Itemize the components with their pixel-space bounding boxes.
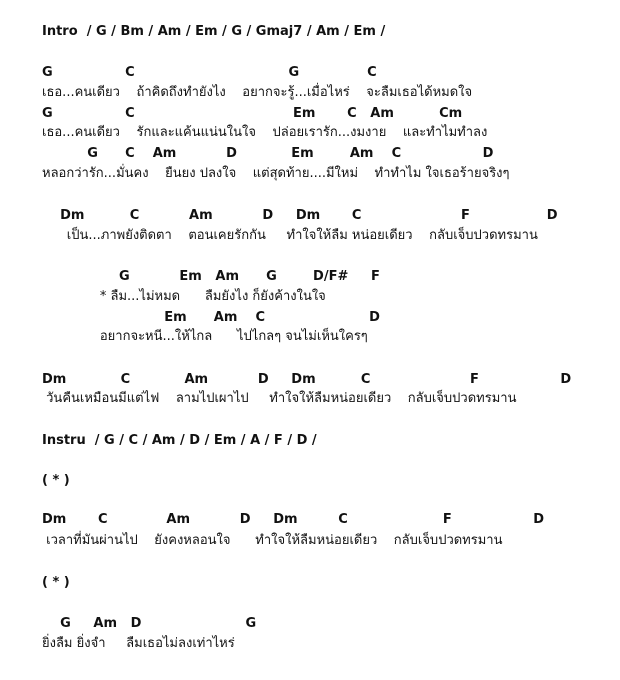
verse3-chords: Dm C Am D Dm C F D bbox=[42, 512, 544, 527]
instru-chords: Instru / G / C / Am / D / Em / A / F / D / bbox=[42, 433, 317, 448]
verse1-lyrics-1: เธอ...คนเดียว ถ้าคิดถึงทำยังไง อยากจะรู้...เมื่อไหร่ จะลืมเธอได้หมดใจ bbox=[42, 85, 473, 100]
chorus-repeat-2: ( * ) bbox=[42, 575, 70, 590]
outro-chords: G Am D G bbox=[42, 616, 257, 631]
verse1-chords-1: G C G C bbox=[42, 65, 377, 80]
verse2-lyrics: วันคืนเหมือนมีแต่ไฟ ลามไปเผาไป ทำใจให้ลืมหน่อยเดียว กลับเจ็บปวดทรมาน bbox=[42, 391, 517, 406]
chorus-repeat-1: ( * ) bbox=[42, 473, 70, 488]
verse2-chords: Dm C Am D Dm C F D bbox=[42, 372, 572, 387]
outro-lyrics: ยิ่งลืม ยิ่งจำ ลืมเธอไม่ลงเท่าไหร่ bbox=[42, 636, 235, 651]
chorus-chords-2: Em Am C D bbox=[42, 310, 380, 325]
verse1-lyrics-3: หลอกว่ารัก...มั่นคง ยืนยง ปลงใจ แต่สุดท้าย....มีใหม่ ทำทำไม ใจเธอร้ายจริงๆ bbox=[42, 166, 510, 181]
verse1-lyrics-2: เธอ...คนเดียว รักและแค้นแน่นในใจ ปล่อยเรารัก...งมงาย และทำไมทำลง bbox=[42, 125, 488, 140]
pre1-lyrics: เป็น...ภาพยังติดตา ตอนเคยรักกัน ทำใจให้ลืม หน่อยเดียว กลับเจ็บปวดทรมาน bbox=[42, 228, 538, 243]
pre1-chords: Dm C Am D Dm C F D bbox=[42, 208, 558, 223]
chorus-chords-1: G Em Am G D/F# F bbox=[42, 269, 380, 284]
chorus-lyrics-2: อยากจะหนี...ให้ไกล ไปไกลๆ จนไม่เห็นใครๆ bbox=[42, 329, 368, 344]
intro-chords: Intro / G / Bm / Am / Em / G / Gmaj7 / Am / Em / bbox=[42, 24, 386, 39]
chorus-lyrics-1: * ลืม...ไม่หมด ลืมยังไง ก็ยังค้างในใจ bbox=[42, 289, 326, 304]
verse1-chords-3: G C Am D Em Am C D bbox=[42, 146, 494, 161]
verse3-lyrics: เวลาที่มันผ่านไป ยังคงหลอนใจ ทำใจให้ลืมหน่อยเดียว กลับเจ็บปวดทรมาน bbox=[42, 533, 503, 548]
verse1-chords-2: G C Em C Am Cm bbox=[42, 106, 463, 121]
